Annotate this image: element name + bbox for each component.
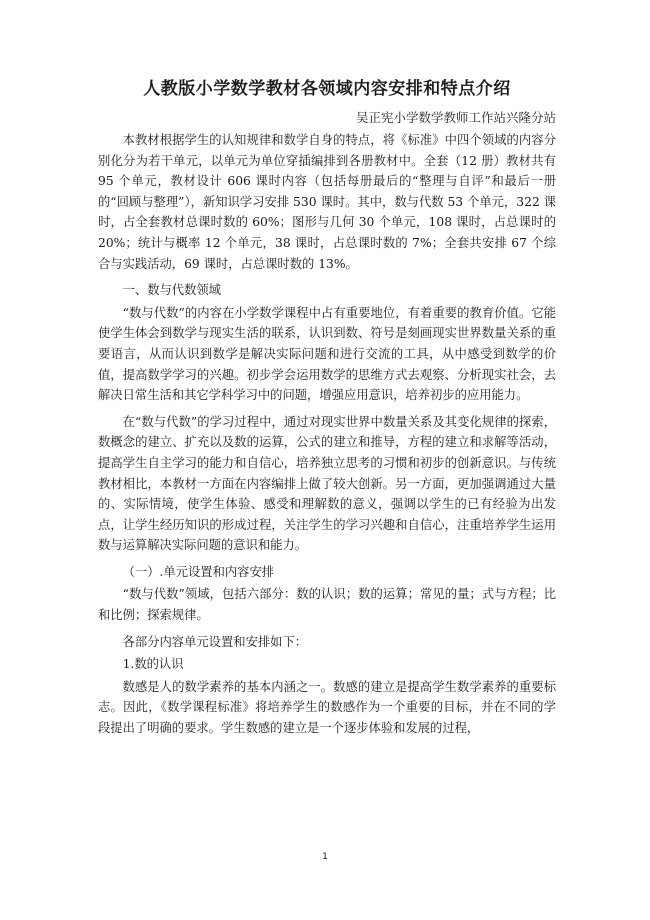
body-paragraph: “数与代数”的内容在小学数学课程中占有重要地位，有着重要的教育价值。它能使学生体会到数学与现实生活的联系，认识到数、符号是刻画现实世界数量关系的重要语言，从而认识到数学是解决实际问题和进行交流的工具，从中感受到数学的价值，提高数学学习的兴趣。初步学会运用数学的思维方式去观察、分析现实社会，去解决日常生活和其它学科学习中的问题，增强应用意识，培养初步的应用能力。 [98,305,556,403]
document-title: 人教版小学数学教材各领域内容安排和特点介绍 [143,79,511,99]
section-heading-number-algebra: 一、数与代数领域 [122,283,221,298]
body-paragraph: 各部分内容单元设置和安排如下： [122,634,308,649]
item-heading-number-recognition: 1.数的认识 [122,657,184,672]
body-paragraph: 在“数与代数”的学习过程中，通过对现实世界中数量关系及其变化规律的探索，数概念的建立、扩充以及数的运算，公式的建立和推导，方程的建立和求解等活动，提高学生自主学习的能力和自信心，培养独立思考的习惯和初步的创新意识。与传统教材相比，本教材一方面在内容编排上做了较大创新。另一方面，更加强调通过大量的、实际情境，使学生体验、感受和理解数的意义，强调以学生的已有经验为出发点，让学生经历知识的形成过程，关注学生的学习兴趣和自信心，注重培养学生运用数与运算解决实际问题的意识和能力。 [98,414,556,553]
document-page [98,78,556,739]
body-paragraph: 数感是人的数学素养的基本内涵之一。数感的建立是提高学生数学素养的重要标志。因此，《数学课程标准》将培养学生的数感作为一个重要的目标，并在不同的学段提出了明确的要求。学生数感的建立是一个逐步体验和发展的过程， [98,679,556,736]
subsection-heading-units: （一）.单元设置和内容安排 [122,564,275,579]
body-paragraph: “数与代数”领域，包括六部分：数的认识；数的运算；常见的量；式与方程；比和比例；探索规律。 [98,587,556,623]
author-line: 吴正宪小学数学教师工作站兴隆分站 [355,110,556,125]
page-number: 1 [322,852,328,862]
intro-paragraph: 本教材根据学生的认知规律和数学自身的特点，将《标准》中四个领域的内容分别化分为若干单元，以单元为单位穿插编排到各册教材中。全套（12 册）教材共有 95 个单元，教材设计 606 课时内容（包括每册最后的“整理与自评”和最后一册的“回顾与整理”），新知识学习安排 530 课时。其中，数与代数 53 个单元，322 课时，占全套教材总课时数的 60%；图形与几何 30 个单元，108 课时，占总课时的 20%；统计与概率 12 个单元，38 课时，占总课时数的 7%；全套共安排 67 个综合与实践活动，69 课时，占总课时数的 13%。 [98,133,556,271]
